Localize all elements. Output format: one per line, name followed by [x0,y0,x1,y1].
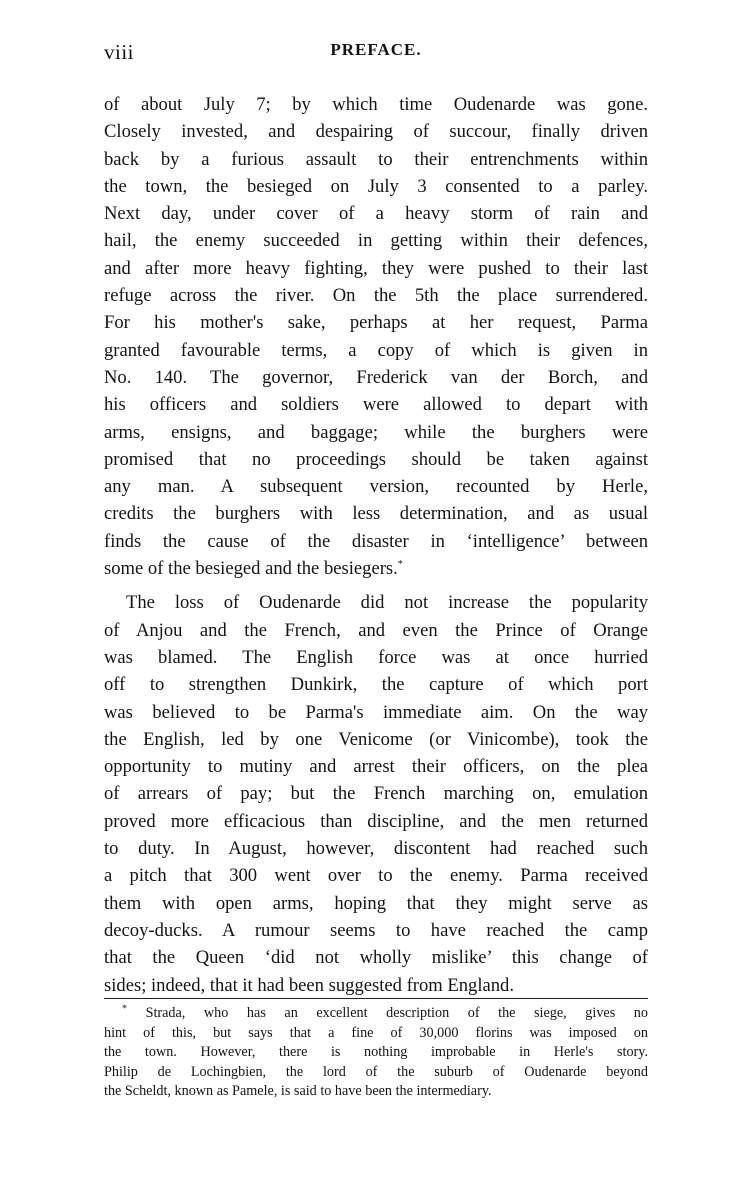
text-line: Closely invested, and despairing of succour, finally driven [104,121,648,143]
footnote-marker: * [397,558,403,570]
text-line: refuge across the river. On the 5th the place surrendered. [104,285,648,307]
footnotes [104,1004,648,1102]
footnote-line: Philip de Lochingbien, the lord of the suburb of Oudenarde beyond [104,1063,648,1080]
text-line: finds the cause of the disaster in ‘intelligence’ between [104,530,648,552]
text-line: decoy-ducks. A rumour seems to have reached the camp [104,919,648,941]
text-line: to duty. In August, however, discontent had reached such [104,838,648,860]
text-line: and after more heavy fighting, they were pushed to their last [104,257,648,279]
text-line: Next day, under cover of a heavy storm of rain and [104,203,648,225]
text-line: of about July 7; by which time Oudenarde was gone. [104,94,648,115]
text-line: the English, led by one Venicome (or Vinicombe), took the [104,728,648,750]
text-line: of arrears of pay; but the French marching on, emulation [104,783,648,805]
text-line: off to strengthen Dunkirk, the capture of which port [104,674,648,696]
text-line: opportunity to mutiny and arrest their officers, on the plea [104,756,648,778]
text-line: proved more efficacious than discipline, and the men returned [104,810,648,832]
page-header [104,40,648,72]
text-line: credits the burghers with less determination, and as usual [104,503,648,525]
text-line: The loss of Oudenarde did not increase the popularity [126,592,648,614]
text-line: that the Queen ‘did not wholly mislike’ this change of [104,947,648,969]
main-text [104,91,648,999]
text-line: promised that no proceedings should be taken against [104,448,648,470]
footnote-marker: * [122,1003,127,1015]
text-line: his officers and soldiers were allowed to depart with [104,394,648,416]
paragraph [104,589,648,998]
text-line: sides; indeed, that it had been suggested from England. [104,974,514,996]
text-line: was believed to be Parma's immediate aim. On the way [104,701,648,723]
text-line: any man. A subsequent version, recounted by Herle, [104,476,648,498]
text-line: arms, ensigns, and baggage; while the burghers were [104,421,648,443]
text-line: of Anjou and the French, and even the Prince of Orange [104,619,648,641]
text-line: back by a furious assault to their entrenchments within [104,148,648,170]
text-line: For his mother's sake, perhaps at her request, Parma [104,312,648,334]
footnote-line: the town. However, there is nothing improbable in Herle's story. [104,1044,648,1060]
text-line: was blamed. The English force was at once hurried [104,646,648,668]
text-line: a pitch that 300 went over to the enemy. Parma received [104,865,648,887]
footnote-line: hint of this, but says that a fine of 30,000 florins was imposed on [104,1024,648,1041]
paragraph [104,91,648,582]
text-line: some of the besieged and the besiegers.* [104,558,403,580]
footnote-line: the Scheldt, known as Pamele, is said to have been the intermediary. [104,1083,492,1099]
text-line: granted favourable terms, a copy of which is given in [104,339,648,361]
footnote-rule [104,998,648,999]
page-number: viii [104,40,135,64]
text-line: hail, the enemy succeeded in getting within their defences, [104,230,648,252]
text-line: the town, the besieged on July 3 consented to a parley. [104,175,648,197]
text-line: No. 140. The governor, Frederick van der Borch, and [104,366,648,388]
text-line: them with open arms, hoping that they might serve as [104,892,648,914]
footnote-text: Strada, who has an excellent description of the siege, gives no [127,1005,648,1021]
running-head: PREFACE. [330,40,422,59]
footnote-line [104,1004,648,1024]
